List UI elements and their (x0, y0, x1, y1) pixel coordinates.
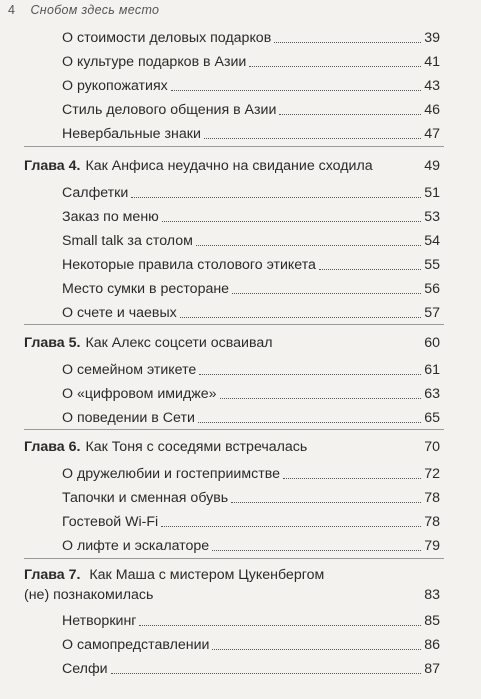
toc-entry-title: О семейном этикете (62, 362, 197, 378)
dot-leader (204, 138, 421, 139)
toc-entry-page: 57 (424, 305, 440, 321)
dot-leader (279, 114, 421, 115)
toc-entry (62, 302, 440, 322)
toc-entry (62, 123, 440, 143)
chapter-page: 60 (424, 335, 440, 351)
dot-leader (199, 374, 421, 375)
toc-entry-page: 51 (424, 185, 440, 201)
toc-entry-page: 47 (424, 126, 440, 142)
toc-entry-page: 55 (424, 257, 440, 273)
dot-leader (249, 66, 421, 67)
toc-entry-title: О стоимости деловых подарков (62, 30, 272, 46)
toc-entry-page: 63 (424, 386, 440, 402)
chapter-label: Глава 5. (24, 335, 81, 351)
toc-entry-page: 56 (424, 281, 440, 297)
chapter-label: Глава 6. (24, 439, 81, 455)
toc-entry-page: 72 (424, 466, 440, 482)
toc-entry (62, 487, 440, 507)
chapter-page: 49 (424, 158, 440, 174)
dot-leader (161, 526, 421, 527)
toc-entry-title: Некоторые правила столового этикета (62, 257, 316, 273)
toc-entry (62, 463, 440, 483)
chapter-title: Как Алекс соцсети осваивал (85, 335, 273, 351)
toc-entry-page: 61 (424, 362, 440, 378)
toc-entry-page: 65 (424, 410, 440, 426)
toc-entry-page: 86 (424, 637, 440, 653)
toc-entry (62, 182, 440, 202)
toc-entry-page: 43 (424, 78, 440, 94)
toc-entry-page: 41 (424, 54, 440, 70)
chapter-page: 70 (424, 439, 440, 455)
dot-leader (180, 317, 421, 318)
toc-entry-title: О самопредставлении (62, 637, 210, 653)
toc-entry-title: Small talk за столом (62, 233, 193, 249)
toc-entry-page: 46 (424, 102, 440, 118)
chapter-title: Как Тоня с соседями встречалась (85, 439, 308, 455)
dot-leader (196, 245, 421, 246)
toc-entry (62, 511, 440, 531)
dot-leader (212, 649, 421, 650)
toc-entry-page: 85 (424, 613, 440, 629)
page-number: 4 (8, 3, 15, 17)
chapter-label: Глава 4. (24, 158, 81, 174)
toc-entry-title: О культуре подарков в Азии (62, 54, 247, 70)
toc-entry-title: Место сумки в ресторане (62, 281, 230, 297)
toc-entry-title: О лифте и эскалаторе (62, 538, 210, 554)
toc-entry-title: Тапочки и сменная обувь (62, 490, 229, 506)
toc-entry (62, 407, 440, 427)
chapter-heading (24, 436, 440, 456)
dot-leader (162, 221, 421, 222)
section-divider (24, 558, 444, 559)
toc-entry (62, 230, 440, 250)
toc-entry (62, 27, 440, 47)
toc-entry (62, 610, 440, 630)
toc-entry-title: Невербальные знаки (62, 126, 201, 142)
dot-leader (212, 550, 421, 551)
toc-entry (62, 206, 440, 226)
toc-entry-title: Нетворкинг (62, 613, 137, 629)
toc-entry-title: О «цифровом имидже» (62, 386, 217, 402)
toc-entry-title: Заказ по меню (62, 209, 159, 225)
section-divider (24, 429, 444, 430)
toc-entry-title: О дружелюбии и гостеприимстве (62, 466, 280, 482)
dot-leader (283, 478, 421, 479)
toc-entry-page: 53 (424, 209, 440, 225)
chapter-heading (24, 332, 440, 352)
toc-entry (62, 278, 440, 298)
dot-leader (232, 293, 421, 294)
toc-entry (62, 535, 440, 555)
toc-entry-page: 78 (424, 514, 440, 530)
dot-leader (111, 673, 422, 674)
toc-entry-title: Салфетки (62, 185, 129, 201)
dot-leader (231, 502, 421, 503)
toc-entry-page: 78 (424, 490, 440, 506)
dot-leader (274, 42, 421, 43)
toc-entry-title: О поведении в Сети (62, 410, 195, 426)
toc-entry-title: Стиль делового общения в Азии (62, 102, 277, 118)
toc-entry (62, 51, 440, 71)
toc-entry (62, 359, 440, 379)
dot-leader (319, 269, 421, 270)
dot-leader (220, 398, 422, 399)
dot-leader (139, 625, 421, 626)
toc-entry (62, 99, 440, 119)
dot-leader (171, 90, 421, 91)
toc-entry (62, 383, 440, 403)
toc-entry-page: 54 (424, 233, 440, 249)
section-divider (24, 324, 444, 325)
toc-entry-title: О рукопожатиях (62, 78, 168, 94)
section-divider (24, 146, 444, 147)
dot-leader (198, 422, 421, 423)
dot-leader (131, 197, 421, 198)
toc-entry (62, 634, 440, 654)
toc-entry-title: О счете и чаевых (62, 305, 177, 321)
toc-entry-title: Селфи (62, 661, 108, 677)
toc-entry (62, 75, 440, 95)
chapter-label: Глава 7. (24, 567, 81, 583)
toc-entry-title: Гостевой Wi-Fi (62, 514, 159, 530)
toc-entry-page: 39 (424, 30, 440, 46)
chapter-title: Как Анфиса неудачно на свидание сходила (85, 158, 373, 174)
chapter-title-continued: (не) познакомилась (24, 587, 154, 603)
toc-entry (62, 658, 440, 678)
toc-entry (62, 254, 440, 274)
chapter-heading (24, 155, 440, 175)
toc-entry-page: 87 (424, 661, 440, 677)
chapter-title: Как Маша с мистером Цукенбергом (89, 567, 325, 583)
chapter-page: 83 (424, 587, 440, 603)
running-title: Снобом здесь место (30, 3, 160, 17)
chapter-heading (24, 565, 440, 605)
toc-entry-page: 79 (424, 538, 440, 554)
